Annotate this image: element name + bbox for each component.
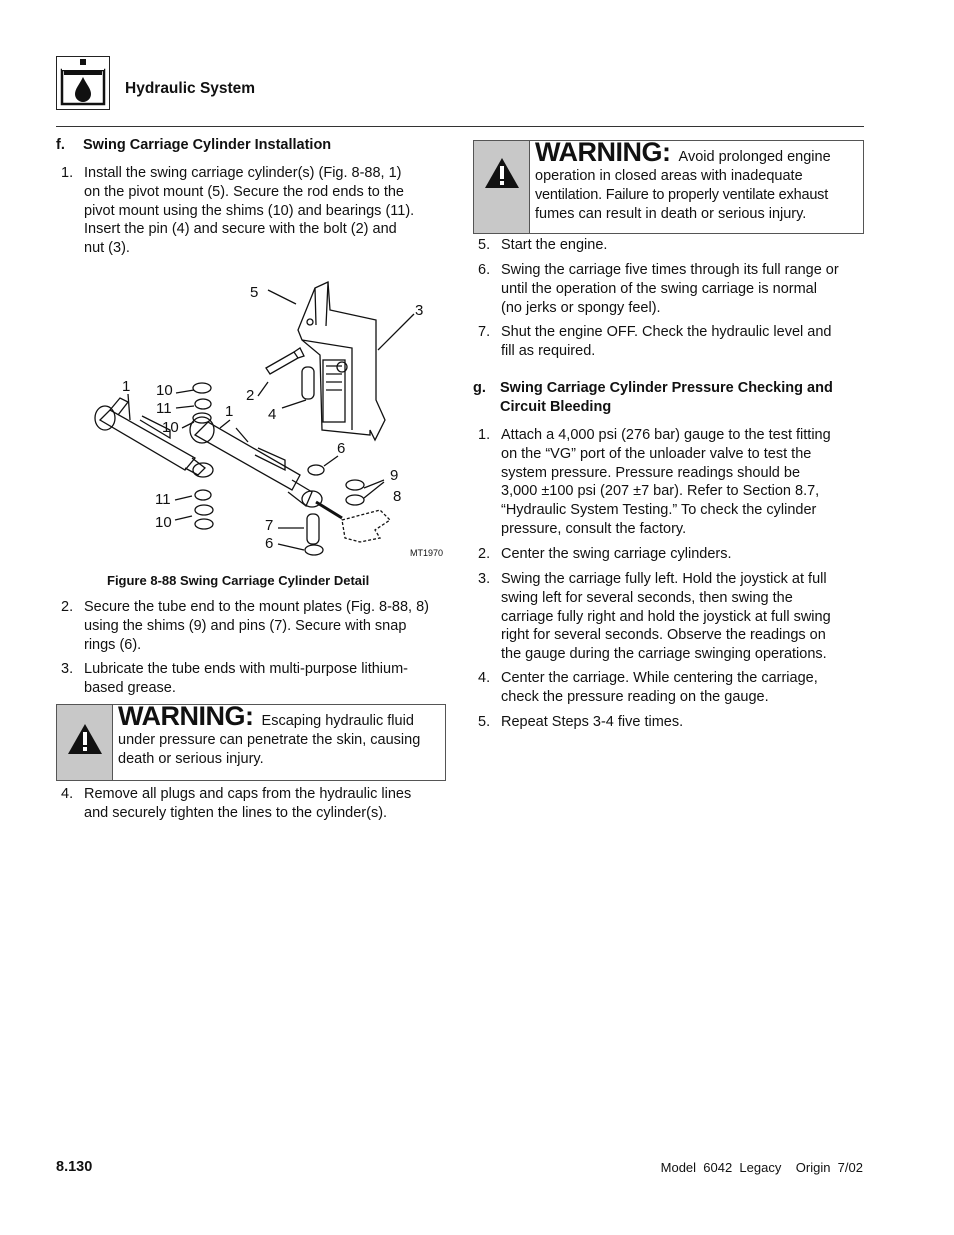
text-line: Repeat Steps 3-4 five times. <box>501 714 684 730</box>
callout-label: 7 <box>265 517 274 534</box>
text-line: Shut the engine OFF. Check the hydraulic level and <box>501 324 832 340</box>
text-line: system pressure. Pressure readings should be <box>501 464 801 481</box>
warning-text: fumes can result in death or serious injury. <box>535 206 807 222</box>
callout-label: 6 <box>337 440 346 457</box>
callout-label: 8 <box>393 488 402 505</box>
figure-id: MT1970 <box>410 548 444 558</box>
warning-triangle-icon <box>484 157 520 189</box>
section-g-letter: g. <box>473 380 486 396</box>
callout-label: 6 <box>265 535 274 552</box>
warning-side-panel <box>57 705 113 780</box>
section-g-title <box>500 379 833 417</box>
text-line: Install the swing carriage cylinder(s) (Fig. 8-88, 1) <box>84 165 402 181</box>
text-line: pressure, consult the factory. <box>501 520 687 537</box>
section-f-title: Swing Carriage Cylinder Installation <box>83 137 332 153</box>
warning-side-panel <box>474 141 530 233</box>
step-text <box>501 236 607 255</box>
step-number: 4. <box>478 670 491 686</box>
warning-label: WARNING: <box>118 701 254 731</box>
text-line: nut (3). <box>84 240 130 257</box>
callout-label: 5 <box>250 284 259 301</box>
text-line: the gauge during the carriage swinging operations. <box>501 646 827 663</box>
warning-text: under pressure can penetrate the skin, causing <box>118 732 421 748</box>
step-number: 1. <box>478 427 491 443</box>
text-line: Secure the tube end to the mount plates (Fig. 8-88, 8) <box>84 599 429 615</box>
text-line: carriage fully right and hold the joystick at full swing <box>501 608 831 625</box>
step-text <box>84 660 408 698</box>
model-info: Model 6042 Legacy Origin 7/02 <box>660 1160 863 1175</box>
text-line: Center the swing carriage cylinders. <box>501 546 732 562</box>
page-number: 8.130 <box>56 1159 93 1175</box>
callout-label: 4 <box>268 406 277 423</box>
text-line: check the pressure reading on the gauge. <box>501 688 769 705</box>
step-number: 2. <box>61 599 74 615</box>
callout-label: 1 <box>122 378 131 395</box>
step-text <box>84 785 411 823</box>
step-text <box>501 323 831 361</box>
step-number: 5. <box>478 714 491 730</box>
text-line: using the shims (9) and pins (7). Secure with snap <box>84 617 407 634</box>
callout-label: 11 <box>155 491 171 508</box>
header-divider <box>56 126 864 127</box>
step-number: 1. <box>61 165 74 181</box>
warning-label: WARNING: <box>535 137 671 167</box>
section-f-letter: f. <box>56 137 65 153</box>
step-text <box>501 545 732 564</box>
warning-box-hydraulic <box>56 701 446 781</box>
text-line: rings (6). <box>84 636 142 653</box>
text-line: fill as required. <box>501 342 596 359</box>
text-line: Lubricate the tube ends with multi-purpose lithium- <box>84 661 408 677</box>
step-text <box>84 164 414 258</box>
callout-label: 2 <box>246 387 255 404</box>
callout-label: 10 <box>155 514 172 531</box>
text-line: Remove all plugs and caps from the hydraulic lines <box>84 786 412 802</box>
callout-label: 9 <box>390 467 399 484</box>
step-number: 2. <box>478 546 491 562</box>
step-number: 4. <box>61 786 74 802</box>
text-line: swing left for several seconds, then swing the <box>501 589 793 606</box>
step-text <box>501 570 831 664</box>
text-line: right for several seconds. Observe the readings on <box>501 627 826 644</box>
step-text <box>84 598 429 654</box>
text-line: Swing the carriage five times through its full range or <box>501 262 839 278</box>
callout-label: 3 <box>415 302 424 319</box>
section-title: Hydraulic System <box>125 80 256 97</box>
heading-line: Swing Carriage Cylinder Pressure Checking and <box>500 380 833 396</box>
warning-text: ventilation. Failure to properly ventilate exhaust <box>535 187 829 203</box>
heading-line: Circuit Bleeding <box>500 398 612 415</box>
text-line: Start the engine. <box>501 237 608 253</box>
warning-text: death or serious injury. <box>118 751 264 767</box>
text-line: 3,000 ±100 psi (207 ±7 bar). Refer to Section 8.7, <box>501 483 820 500</box>
step-text <box>501 669 818 707</box>
text-line: and securely tighten the lines to the cylinder(s). <box>84 804 388 821</box>
warning-box-exhaust <box>473 137 864 234</box>
step-number: 5. <box>478 237 491 253</box>
step-number: 7. <box>478 324 491 340</box>
hydraulic-drop-icon <box>56 56 110 110</box>
step-number: 6. <box>478 262 491 278</box>
warning-triangle-icon <box>67 723 103 755</box>
step-text <box>501 261 839 317</box>
callout-label: 10 <box>162 419 179 436</box>
text-line: on the pivot mount (5). Secure the rod ends to the <box>84 183 404 200</box>
text-line: Attach a 4,000 psi (276 bar) gauge to the test fitting <box>501 427 831 443</box>
text-line: Center the carriage. While centering the carriage, <box>501 670 818 686</box>
cylinder-detail-figure <box>80 270 460 565</box>
text-line: “Hydraulic System Testing.” To check the cylinder <box>501 502 817 519</box>
warning-text: operation in closed areas with inadequate <box>535 168 803 184</box>
callout-label: 11 <box>156 400 172 417</box>
figure-caption: Figure 8-88 Swing Carriage Cylinder Detail <box>107 573 370 588</box>
text-line: Insert the pin (4) and secure with the bolt (2) and <box>84 221 397 238</box>
step-text <box>501 713 683 732</box>
step-text <box>501 426 831 539</box>
text-line: based grease. <box>84 679 176 696</box>
step-number: 3. <box>61 661 74 677</box>
text-line: on the “VG” port of the unloader valve to test the <box>501 445 812 462</box>
warning-text: Avoid prolonged engine <box>678 149 831 165</box>
text-line: pivot mount using the shims (10) and bearings (11). <box>84 202 415 219</box>
text-line: Swing the carriage fully left. Hold the joystick at full <box>501 571 827 587</box>
step-number: 3. <box>478 571 491 587</box>
text-line: until the operation of the swing carriage is normal <box>501 280 817 297</box>
warning-text: Escaping hydraulic fluid <box>261 713 414 729</box>
callout-label: 1 <box>225 403 234 420</box>
callout-label: 10 <box>156 382 173 399</box>
text-line: (no jerks or spongy feel). <box>501 299 661 316</box>
